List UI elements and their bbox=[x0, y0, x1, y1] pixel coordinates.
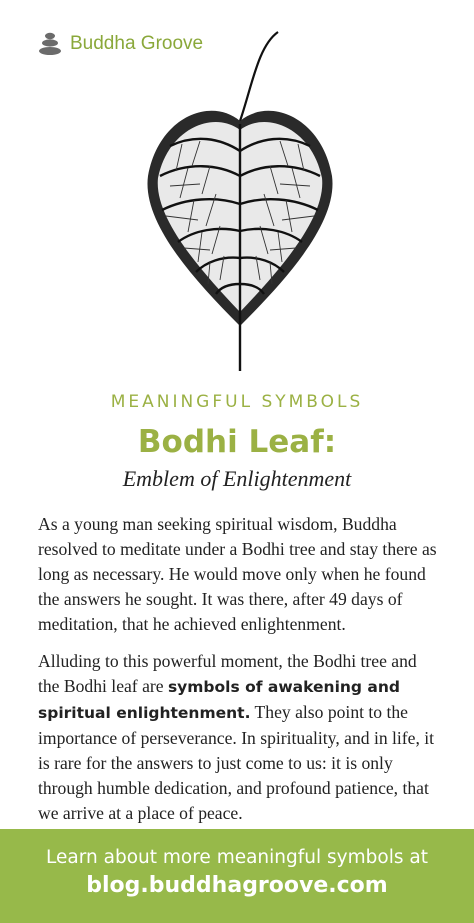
paragraph-2-text-end: They also point to the importance of perseverance. In spirituality, and in life, it is rare for the answers to just come to us: it is only through humble dedication, and profound patience, that we arrive at a place of peace. bbox=[38, 702, 435, 823]
footer-cta-text: Learn about more meaningful symbols at bbox=[46, 847, 428, 868]
brand-name: Buddha Groove bbox=[70, 33, 204, 54]
footer-link[interactable]: blog.buddhagroove.com bbox=[86, 873, 388, 898]
body-paragraph-1: As a young man seeking spiritual wisdom, Buddha resolved to meditate under a Bodhi tree and stay there as long as necessary. He would move only when he found the answers he sought. It was there, after 49 days of meditation, that he achieved enlightenment. bbox=[38, 514, 437, 634]
page-subtitle: Emblem of Enlightenment bbox=[122, 466, 352, 491]
section-kicker: MEANINGFUL SYMBOLS bbox=[110, 392, 364, 412]
footer-banner[interactable] bbox=[0, 829, 474, 923]
body-paragraph-2 bbox=[38, 649, 440, 826]
paragraph-2-emphasis: symbols of awakening and spiritual enlightenment. bbox=[38, 678, 401, 722]
stacked-stones-icon bbox=[36, 30, 64, 58]
page-title: Bodhi Leaf: bbox=[137, 424, 337, 460]
paragraph-2-text-start: Alluding to this powerful moment, the Bodhi tree and the Bodhi leaf are bbox=[38, 651, 417, 696]
bodhi-leaf-illustration bbox=[140, 26, 340, 376]
